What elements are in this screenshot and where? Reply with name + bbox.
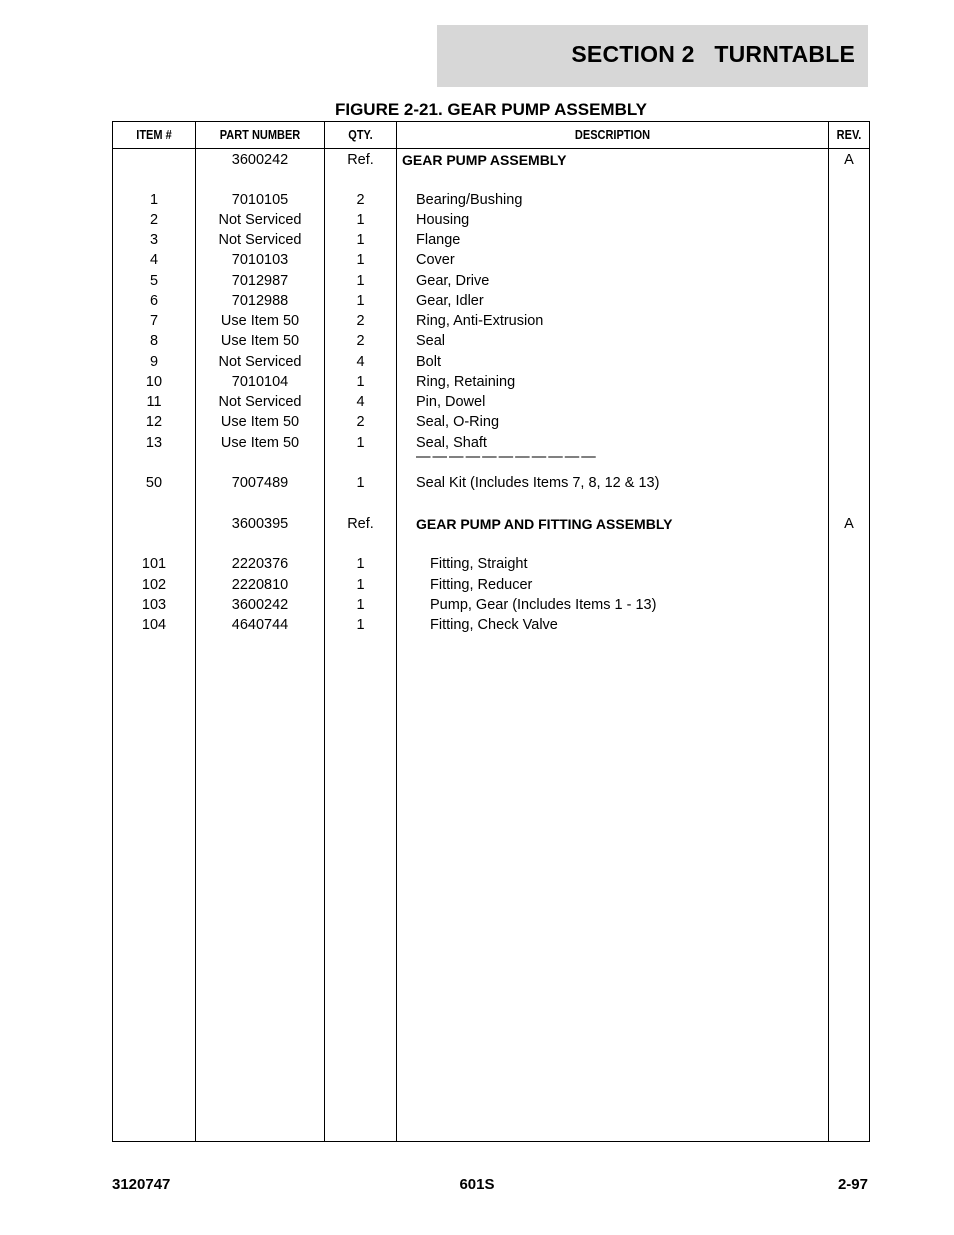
footer-model: 601S — [459, 1176, 495, 1193]
cell-item-number: 101 — [141, 556, 167, 572]
cell-item-number: 11 — [146, 394, 162, 410]
table-row — [113, 271, 869, 291]
cell-part-number: Not Serviced — [218, 232, 302, 248]
cell-quantity: 2 — [356, 414, 365, 430]
cell-description: Bolt — [416, 354, 441, 370]
cell-item-number: 102 — [141, 577, 167, 593]
table-row — [113, 412, 869, 432]
table-row — [113, 554, 869, 574]
cell-part-number: 4640744 — [231, 617, 289, 633]
cell-part-number: 2220376 — [231, 556, 289, 572]
cell-description: Housing — [416, 212, 470, 228]
cell-description: Seal, O-Ring — [416, 414, 500, 430]
table-row — [113, 575, 869, 595]
cell-part-number: 2220810 — [231, 577, 289, 593]
cell-part-number: Use Item 50 — [220, 313, 300, 329]
cell-description: Seal — [416, 333, 446, 349]
table-row — [113, 595, 869, 615]
footer-publication-number: 3120747 — [112, 1176, 171, 1193]
table-row — [113, 372, 869, 392]
cell-description: Fitting, Straight — [430, 556, 528, 572]
table-row — [113, 514, 869, 534]
cell-revision: A — [844, 516, 854, 532]
cell-description: Gear, Drive — [416, 273, 490, 289]
cell-description: Ring, Retaining — [416, 374, 516, 390]
cell-quantity: 2 — [356, 333, 365, 349]
cell-item-number: 6 — [149, 293, 159, 309]
table-row — [113, 291, 869, 311]
cell-description: Seal, Shaft — [416, 435, 487, 451]
cell-item-number: 9 — [149, 354, 159, 370]
cell-part-number: 3600395 — [231, 516, 289, 532]
table-row — [113, 190, 869, 210]
cell-part-number: 3600242 — [231, 597, 289, 613]
cell-part-number: 7012988 — [231, 293, 289, 309]
cell-part-number: 7010104 — [231, 374, 289, 390]
cell-description: Ring, Anti-Extrusion — [416, 313, 544, 329]
cell-description: — — — — — — — — — — — — [416, 449, 595, 465]
cell-item-number: 103 — [141, 597, 167, 613]
cell-item-number: 4 — [149, 252, 159, 268]
cell-part-number: Use Item 50 — [220, 435, 300, 451]
cell-item-number: 1 — [149, 192, 159, 208]
cell-description: Pump, Gear (Includes Items 1 - 13) — [430, 597, 657, 613]
cell-description: Seal Kit (Includes Items 7, 8, 12 & 13) — [416, 475, 660, 491]
cell-part-number: 7007489 — [231, 475, 289, 491]
cell-description: GEAR PUMP AND FITTING ASSEMBLY — [416, 516, 673, 532]
cell-quantity: 1 — [356, 577, 365, 593]
cell-item-number: 12 — [145, 414, 163, 430]
cell-quantity: 4 — [356, 394, 365, 410]
header-divider — [113, 148, 869, 149]
cell-quantity: 1 — [356, 212, 365, 228]
header-rev: REV. — [836, 128, 862, 142]
header-description: DESCRIPTION — [574, 128, 651, 142]
table-row — [113, 150, 869, 170]
cell-quantity: Ref. — [347, 152, 374, 168]
cell-description: Gear, Idler — [416, 293, 484, 309]
figure-title: FIGURE 2-21. GEAR PUMP ASSEMBLY — [334, 100, 648, 119]
cell-part-number: 7010103 — [231, 252, 289, 268]
cell-description: GEAR PUMP ASSEMBLY — [402, 152, 567, 168]
cell-description: Fitting, Reducer — [430, 577, 533, 593]
cell-quantity: 1 — [356, 475, 365, 491]
cell-item-number: 13 — [145, 435, 163, 451]
cell-part-number: 7012987 — [231, 273, 289, 289]
cell-item-number: 104 — [141, 617, 167, 633]
cell-item-number: 7 — [149, 313, 159, 329]
cell-quantity: 1 — [356, 435, 365, 451]
cell-quantity: 1 — [356, 374, 365, 390]
cell-item-number: 8 — [149, 333, 159, 349]
cell-item-number: 10 — [145, 374, 163, 390]
cell-quantity: 1 — [356, 293, 365, 309]
cell-item-number: 3 — [149, 232, 159, 248]
cell-quantity: 1 — [356, 597, 365, 613]
cell-part-number: Not Serviced — [218, 212, 302, 228]
cell-part-number: Not Serviced — [218, 394, 302, 410]
cell-quantity: 2 — [356, 313, 365, 329]
table-row — [113, 447, 869, 467]
header-qty: QTY. — [348, 128, 373, 142]
cell-part-number: 3600242 — [231, 152, 289, 168]
footer-page-number: 2-97 — [837, 1176, 868, 1193]
cell-quantity: 1 — [356, 232, 365, 248]
cell-quantity: 1 — [356, 252, 365, 268]
cell-part-number: Not Serviced — [218, 354, 302, 370]
cell-description: Pin, Dowel — [416, 394, 486, 410]
header-item: ITEM # — [136, 128, 172, 142]
table-row — [113, 210, 869, 230]
table-row — [113, 392, 869, 412]
table-row — [113, 311, 869, 331]
section-banner — [437, 25, 868, 87]
cell-quantity: 1 — [356, 617, 365, 633]
cell-item-number: 50 — [145, 475, 163, 491]
cell-description: Cover — [416, 252, 455, 268]
cell-quantity: 2 — [356, 192, 365, 208]
cell-part-number: Use Item 50 — [220, 414, 300, 430]
cell-quantity: 4 — [356, 354, 365, 370]
cell-revision: A — [844, 152, 854, 168]
header-part-number: PART NUMBER — [219, 128, 301, 142]
cell-part-number: 7010105 — [231, 192, 289, 208]
cell-quantity: 1 — [356, 273, 365, 289]
parts-table — [112, 121, 870, 1142]
cell-item-number: 2 — [149, 212, 159, 228]
cell-description: Bearing/Bushing — [416, 192, 523, 208]
cell-quantity: 1 — [356, 556, 365, 572]
cell-item-number: 5 — [149, 273, 159, 289]
cell-part-number: Use Item 50 — [220, 333, 300, 349]
cell-description: Fitting, Check Valve — [430, 617, 558, 633]
table-row — [113, 352, 869, 372]
table-row — [113, 473, 869, 493]
section-title: SECTION 2 TURNTABLE — [571, 41, 855, 67]
table-row — [113, 230, 869, 250]
table-row — [113, 615, 869, 635]
cell-quantity: Ref. — [347, 516, 374, 532]
table-row — [113, 250, 869, 270]
cell-description: Flange — [416, 232, 461, 248]
table-row — [113, 331, 869, 351]
